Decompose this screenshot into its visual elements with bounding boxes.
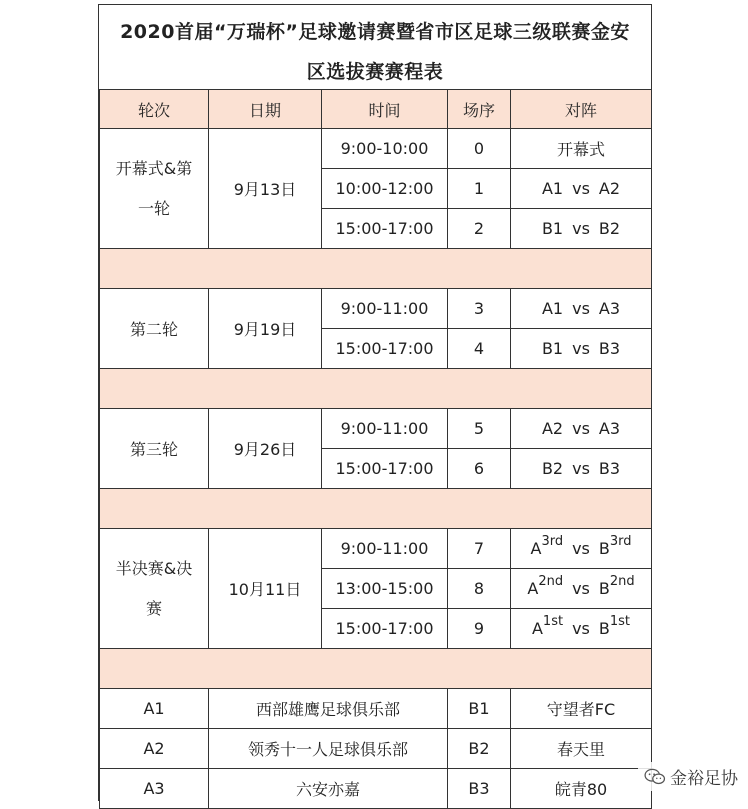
team-row [100,769,652,809]
time-cell: 9:00-10:00 [322,129,448,169]
team-a: A [530,539,542,558]
watermark-text: 金裕足协 [670,769,738,789]
date-cell: 9月13日 [209,129,322,249]
team-b: B2 [598,219,621,238]
team-name-a: 六安亦嘉 [209,769,448,809]
header-round: 轮次 [100,90,209,129]
matchup-cell [511,329,652,369]
rank-sup-a: 1st [542,614,564,629]
table-row [100,409,652,449]
vs-label: vs [572,339,590,358]
header-matchup: 对阵 [511,90,652,129]
round-cell: 第三轮 [100,409,209,489]
vs-label: vs [572,219,590,238]
separator-row [100,369,652,409]
match-no-cell: 0 [448,129,511,169]
vs-label: vs [572,459,590,478]
vs-label: vs [572,619,590,638]
vs-label: vs [572,539,590,558]
team-name-b: 春天里 [511,729,652,769]
matchup-cell: 开幕式 [511,129,652,169]
time-cell: 9:00-11:00 [322,529,448,569]
match-no-cell: 7 [448,529,511,569]
wechat-icon [644,768,666,786]
team-code-a: A2 [100,729,209,769]
match-no-cell: 9 [448,609,511,649]
team-code-b: B3 [448,769,511,809]
team-code-a: A3 [100,769,209,809]
matchup-cell [511,209,652,249]
round-label: 开幕式&第一轮 [115,158,193,218]
team-b: B [598,579,610,598]
team-a: A2 [541,419,564,438]
document-title-line2: 区选拔赛赛程表 [306,61,444,83]
rank-sup-b: 1st [609,614,631,629]
team-b: B3 [598,459,621,478]
matchup-cell [511,169,652,209]
separator-cell [100,249,652,289]
round-label: 半决赛&决赛 [115,558,193,618]
team-b: A3 [598,299,621,318]
team-a: A [531,619,543,638]
match-no-cell: 1 [448,169,511,209]
matchup-cell [511,289,652,329]
round-cell [100,129,209,249]
rank-sup-a: 2nd [538,574,564,589]
match-no-cell: 4 [448,329,511,369]
date-cell: 9月26日 [209,409,322,489]
schedule-table [99,89,652,809]
header-row [100,90,652,129]
document-title-line1: 2020首届“万瑞杯”足球邀请赛暨省市区足球三级联赛金安 [120,21,630,43]
separator-cell [100,369,652,409]
rank-sup-b: 2nd [609,574,635,589]
team-b: B [598,539,610,558]
team-b: B3 [598,339,621,358]
matchup-cell [511,609,652,649]
vs-label: vs [572,179,590,198]
round-cell: 第二轮 [100,289,209,369]
vs-label: vs [572,579,590,598]
team-a: B1 [541,219,564,238]
match-no-cell: 3 [448,289,511,329]
time-cell: 9:00-11:00 [322,289,448,329]
team-a: B2 [541,459,564,478]
team-code-b: B2 [448,729,511,769]
schedule-sheet [98,4,652,801]
match-no-cell: 2 [448,209,511,249]
separator-row [100,489,652,529]
time-cell: 10:00-12:00 [322,169,448,209]
matchup-cell [511,529,652,569]
matchup-cell [511,569,652,609]
match-no-cell: 6 [448,449,511,489]
table-row [100,529,652,569]
time-cell: 15:00-17:00 [322,609,448,649]
date-cell: 9月19日 [209,289,322,369]
matchup-cell [511,409,652,449]
round-cell [100,529,209,649]
team-code-b: B1 [448,689,511,729]
vs-label: vs [572,299,590,318]
separator-cell [100,489,652,529]
match-no-cell: 8 [448,569,511,609]
team-name-b: 守望者FC [511,689,652,729]
rank-sup-b: 3rd [609,534,632,549]
match-no-cell: 5 [448,409,511,449]
team-b: B [598,619,610,638]
matchup-cell [511,449,652,489]
team-code-a: A1 [100,689,209,729]
team-b: A3 [598,419,621,438]
team-name-a: 领秀十一人足球俱乐部 [209,729,448,769]
team-row [100,729,652,769]
team-name-a: 西部雄鹰足球俱乐部 [209,689,448,729]
team-b: A2 [598,179,621,198]
time-cell: 15:00-17:00 [322,329,448,369]
table-row [100,289,652,329]
date-cell: 10月11日 [209,529,322,649]
team-a: A1 [541,299,564,318]
team-row [100,689,652,729]
rank-sup-a: 3rd [541,534,564,549]
separator-row [100,649,652,689]
header-time: 时间 [322,90,448,129]
team-a: B1 [541,339,564,358]
team-name-b: 皖青80 [511,769,652,809]
time-cell: 15:00-17:00 [322,209,448,249]
team-a: A [527,579,539,598]
table-row [100,129,652,169]
header-match-no: 场序 [448,90,511,129]
separator-row [100,249,652,289]
team-a: A1 [541,179,564,198]
vs-label: vs [572,419,590,438]
watermark [638,762,744,791]
separator-cell [100,649,652,689]
time-cell: 15:00-17:00 [322,449,448,489]
time-cell: 9:00-11:00 [322,409,448,449]
header-date: 日期 [209,90,322,129]
time-cell: 13:00-15:00 [322,569,448,609]
